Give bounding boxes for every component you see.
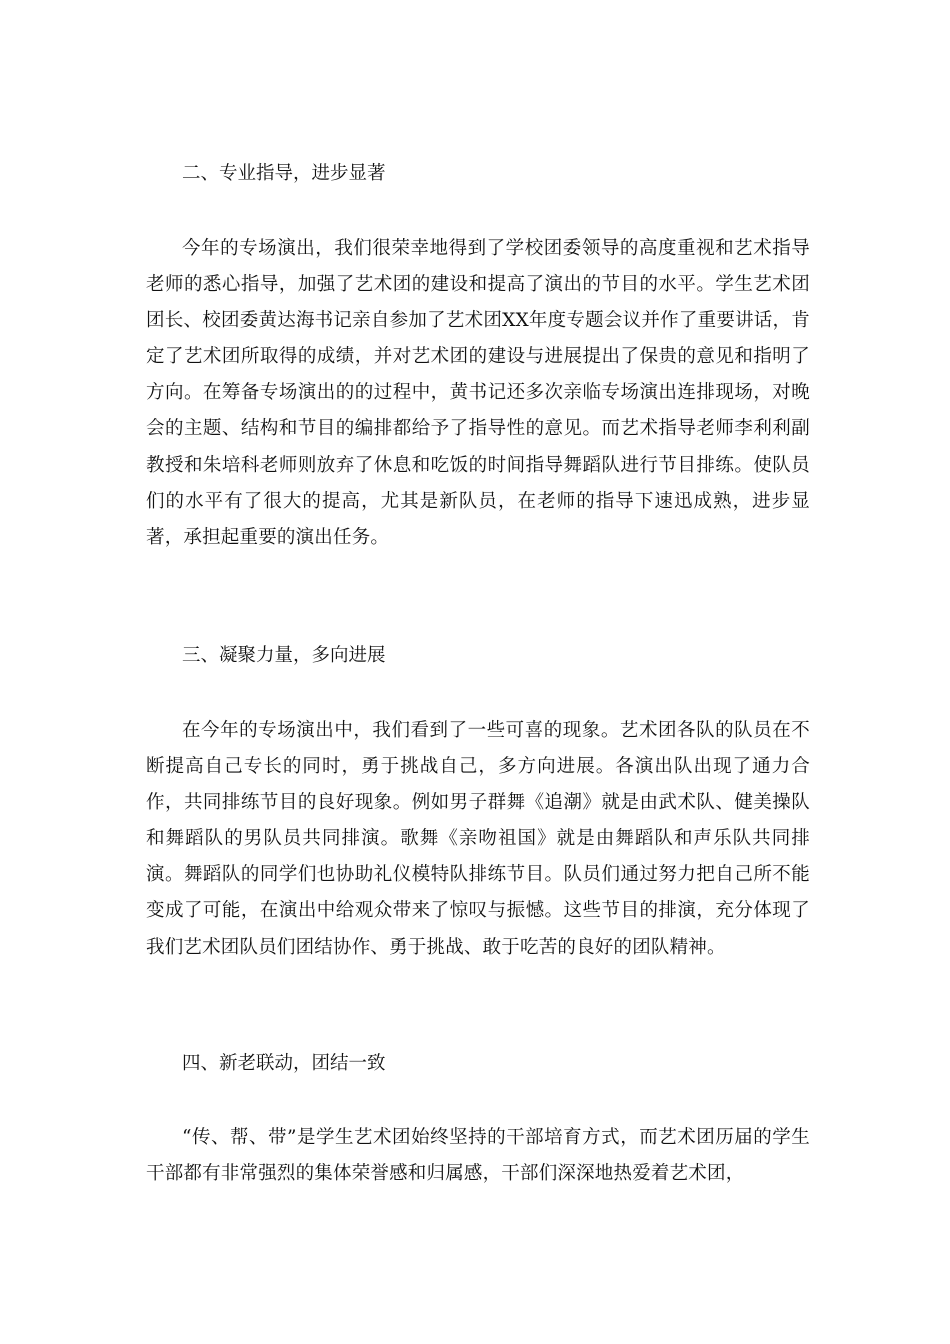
section-paragraph-4: “传、帮、带”是学生艺术团始终坚持的干部培育方式，而艺术团历届的学生干部都有非常强烈的集体荣誉感和归属感，干部们深深地热爱着艺术团， (146, 1127, 810, 1185)
section-heading-4: 四、新老联动，团结一致 (182, 1053, 386, 1074)
section-paragraph-3: 在今年的专场演出中，我们看到了一些可喜的现象。艺术团各队的队员在不断提高自己专长的同时，勇于挑战自己，多方向进展。各演出队出现了通力合作，共同排练节目的良好现象。例如男子群舞《追潮》就是由武术队、健美操队和舞蹈队的男队员共同排演。歌舞《亲吻祖国》就是由舞蹈队和声乐队共同排演。舞蹈队的同学们也协助礼仪模特队排练节目。队员们通过努力把自己所不能变成了可能，在演出中给观众带来了惊叹与振憾。这些节目的排演，充分体现了我们艺术团队员们团结协作、勇于挑战、敢于吃苦的良好的团队精神。 (146, 720, 810, 958)
section-heading-2: 二、专业指导，进步显著 (182, 163, 386, 184)
section-paragraph-2: 今年的专场演出，我们很荣幸地得到了学校团委领导的高度重视和艺术指导老师的悉心指导，加强了艺术团的建设和提高了演出的节目的水平。学生艺术团团长、校团委黄达海书记亲自参加了艺术团XX年度专题会议并作了重要讲话，肯定了艺术团所取得的成绩，并对艺术团的建设与进展提出了保贵的意见和指明了方向。在筹备专场演出的的过程中，黄书记还多次亲临专场演出连排现场，对晚会的主题、结构和节目的编排都给予了指导性的意见。而艺术指导老师李利利副教授和朱培科老师则放弃了休息和吃饭的时间指导舞蹈队进行节目排练。使队员们的水平有了很大的提高，尤其是新队员，在老师的指导下速迅成熟，进步显著，承担起重要的演出任务。 (146, 238, 810, 548)
section-heading-3: 三、凝聚力量，多向进展 (182, 645, 386, 666)
